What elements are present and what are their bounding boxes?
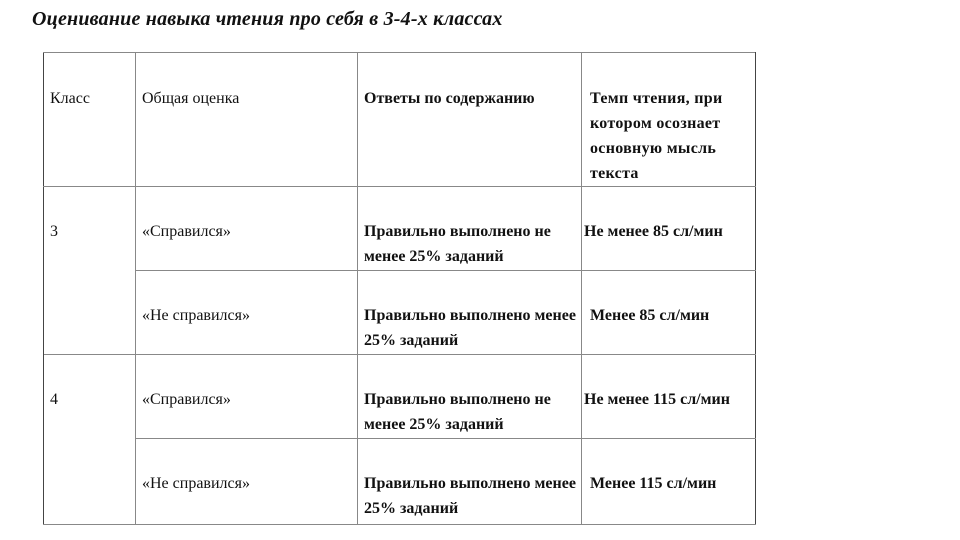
header-answers-label: Ответы по содержанию bbox=[364, 90, 535, 107]
table-row bbox=[44, 271, 756, 355]
table-row bbox=[44, 439, 756, 525]
answers-value: Правильно выполнено менее 25% заданий bbox=[364, 475, 576, 517]
tempo-value: Менее 115 сл/мин bbox=[590, 475, 717, 492]
class-label: 4 bbox=[50, 391, 58, 408]
answers-value: Правильно выполнено менее 25% заданий bbox=[364, 307, 576, 349]
answers-value: Правильно выполнено не менее 25% заданий bbox=[364, 391, 551, 433]
answers-cell bbox=[358, 355, 582, 439]
header-cell-tempo bbox=[582, 53, 756, 187]
overall-value: «Справился» bbox=[142, 223, 231, 240]
assessment-table-container bbox=[43, 52, 755, 524]
overall-cell bbox=[136, 271, 358, 355]
class-cell bbox=[44, 187, 136, 355]
class-cell bbox=[44, 355, 136, 525]
header-tempo-label: Темп чтения, при котором осознает основную мысль текста bbox=[590, 90, 723, 182]
tempo-cell bbox=[582, 271, 756, 355]
class-label: 3 bbox=[50, 223, 58, 240]
tempo-cell bbox=[582, 187, 756, 271]
tempo-value: Не менее 85 сл/мин bbox=[584, 223, 723, 240]
table-row bbox=[44, 187, 756, 271]
tempo-cell bbox=[582, 439, 756, 525]
overall-value: «Справился» bbox=[142, 391, 231, 408]
header-class-label: Класс bbox=[50, 90, 90, 107]
answers-value: Правильно выполнено не менее 25% заданий bbox=[364, 223, 551, 265]
tempo-value: Не менее 115 сл/мин bbox=[584, 391, 730, 408]
header-cell-answers bbox=[358, 53, 582, 187]
overall-cell bbox=[136, 187, 358, 271]
tempo-cell bbox=[582, 355, 756, 439]
header-overall-label: Общая оценка bbox=[142, 90, 240, 107]
header-cell-class bbox=[44, 53, 136, 187]
assessment-table bbox=[43, 52, 756, 525]
overall-value: «Не справился» bbox=[142, 475, 250, 492]
table-row bbox=[44, 355, 756, 439]
page-title: Оценивание навыка чтения про себя в 3-4-х классах bbox=[32, 8, 503, 30]
answers-cell bbox=[358, 187, 582, 271]
overall-cell bbox=[136, 355, 358, 439]
tempo-value: Менее 85 сл/мин bbox=[590, 307, 710, 324]
overall-value: «Не справился» bbox=[142, 307, 250, 324]
overall-cell bbox=[136, 439, 358, 525]
answers-cell bbox=[358, 439, 582, 525]
header-cell-overall bbox=[136, 53, 358, 187]
table-header-row bbox=[44, 53, 756, 187]
answers-cell bbox=[358, 271, 582, 355]
